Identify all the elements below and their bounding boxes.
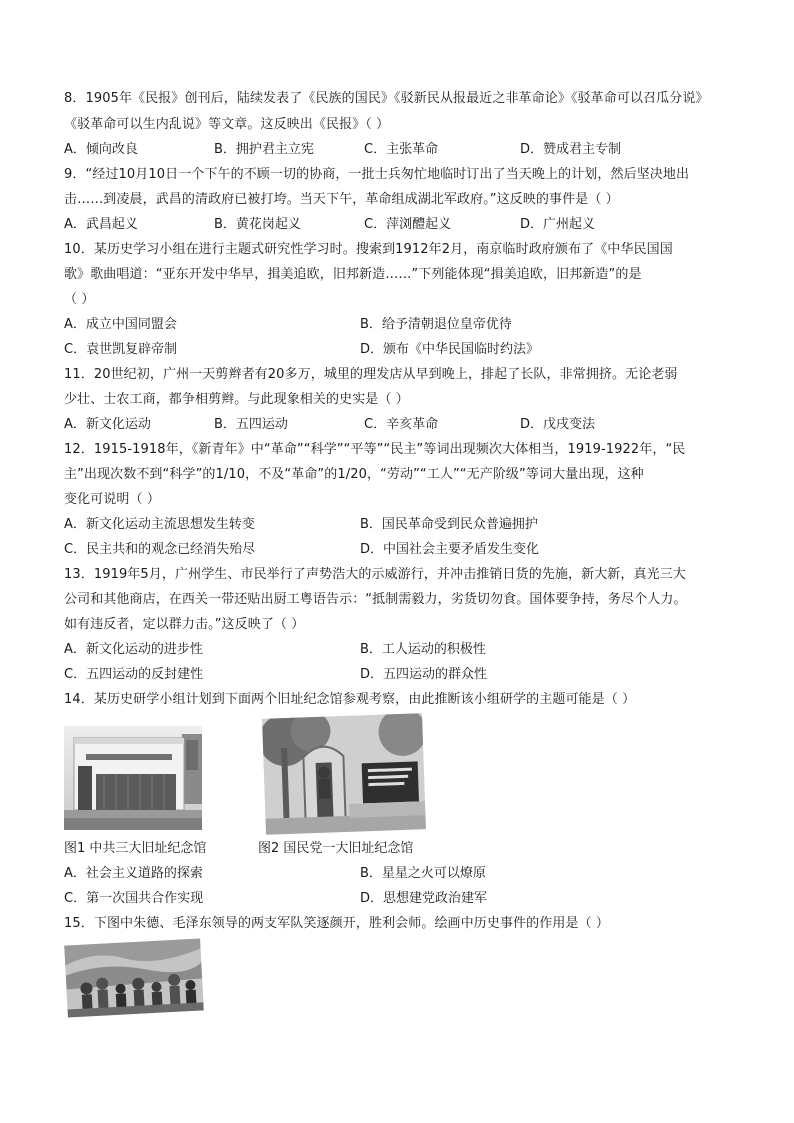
question-14-option-a: A．社会主义道路的探索 [64,866,203,881]
question-9-option-a: A．武昌起义 [64,217,138,232]
question-12-stem-line1: 12．1915-1918年，《新青年》中“革命”“科学”“平等”“民主”等词出现频次大体相当，1919-1922年，“民 [64,442,686,457]
question-13-option-d: D．五四运动的群众性 [360,667,488,682]
figure-2-photo [262,713,426,835]
question-9-stem-line2: 击……到凌晨，武昌的清政府已被打垮。当天下午，革命组成湖北军政府。”这反映的事件是（ ） [64,192,619,207]
question-11-option-c: C．辛亥革命 [364,417,439,432]
question-13-stem-line1: 13．1919年5月，广州学生、市民举行了声势浩大的示威游行，并冲击推销日货的先施，新大新，真光三大 [64,567,686,582]
question-8-option-c: C．主张革命 [364,142,439,157]
question-8-stem-line1: 8．1905年《民报》创刊后，陆续发表了《民族的国民》《驳新民从报最近之非革命论》《驳革命可以召瓜分说》 [64,91,709,106]
question-10-option-d: D．颁布《中华民国临时约法》 [360,342,540,357]
question-10-option-c: C．袁世凯复辟帝制 [64,342,178,357]
question-14-option-d: D．思想建党政治建军 [360,891,488,906]
question-13-option-c: C．五四运动的反封建性 [64,667,204,682]
painting-icon [64,938,204,1017]
question-10-stem-line2: 歌》歌曲唱道：“亚东开发中华早，揖美追欧，旧邦新造……”下列能体现“揖美追欧，旧邦新造”的是 [64,267,642,282]
question-14-option-c: C．第一次国共合作实现 [64,891,204,906]
question-8-option-d: D．赞成君主专制 [520,142,622,157]
question-9-option-b: B．黄花岗起义 [214,217,301,232]
question-13-option-b: B．工人运动的积极性 [360,642,486,657]
question-9-stem-line1: 9．“经过10月10日一个下午的不顾一切的协商，一批士兵匆忙地临时订出了当天晚上的计划，然后坚决地出 [64,167,690,182]
question-14-stem-line1: 14．某历史研学小组计划到下面两个旧址纪念馆参观考察，由此推断该小组研学的主题可能是（ ） [64,692,636,707]
figure-2-caption: 图2 国民党一大旧址纪念馆 [258,841,414,856]
question-10-stem-line1: 10．某历史学习小组在进行主题式研究性学习时。搜索到1912年2月，南京临时政府颁布了《中华民国国 [64,242,673,257]
question-8-option-b: B．拥护君主立宪 [214,142,314,157]
question-11-stem-line2: 少壮、士农工商，都争相剪辫。与此现象相关的史实是（ ） [64,392,409,407]
painting-image [64,938,204,1017]
building-photo-icon [64,726,202,830]
figure-1-caption: 图1 中共三大旧址纪念馆 [64,841,207,856]
question-12-option-c: C．民主共和的观念已经消失殆尽 [64,542,256,557]
question-13-option-a: A．新文化运动的进步性 [64,642,203,657]
question-12-option-d: D．中国社会主要矛盾发生变化 [360,542,540,557]
question-11-option-a: A．新文化运动 [64,417,151,432]
question-11-stem-line1: 11．20世纪初，广州一天剪辫者有20多万，城里的理发店从早到晚上，排起了长队，非常拥挤。无论老弱 [64,367,678,382]
question-10-option-a: A．成立中国同盟会 [64,317,177,332]
question-11-option-b: B．五四运动 [214,417,288,432]
question-13-stem-line3: 如有违反者，定以群力击。”这反映了（ ） [64,617,305,632]
question-8-option-a: A．倾向改良 [64,142,138,157]
question-9-option-c: C．萍浏醴起义 [364,217,452,232]
question-14-option-b: B．星星之火可以燎原 [360,866,486,881]
question-12-option-b: B．国民革命受到民众普遍拥护 [360,517,538,532]
question-12-option-a: A．新文化运动主流思想发生转变 [64,517,255,532]
question-8-stem-line2: 《驳革命可以生内乱说》等文章。这反映出《民报》（ ） [64,117,390,132]
figure-1-photo [64,726,202,830]
question-12-stem-line3: 变化可说明（ ） [64,492,160,507]
question-12-stem-line2: 主”出现次数不到“科学”的1/10，不及“革命”的1/20，“劳动”“工人”“无产阶级”等词大量出现，这种 [64,467,644,482]
memorial-photo-icon [262,713,426,835]
question-15-stem-line1: 15．下图中朱德、毛泽东领导的两支军队笑逐颜开，胜利会师。绘画中历史事件的作用是（ ） [64,916,609,931]
question-11-option-d: D．戊戌变法 [520,417,596,432]
question-10-stem-line3: （ ） [64,292,95,307]
question-13-stem-line2: 公司和其他商店，在西关一带还贴出厨工粤语告示：“抵制需毅力，劣货切勿食。国体要争持，务尽个人力。 [64,592,687,607]
question-10-option-b: B．给予清朝退位皇帝优待 [360,317,512,332]
question-9-option-d: D．广州起义 [520,217,596,232]
